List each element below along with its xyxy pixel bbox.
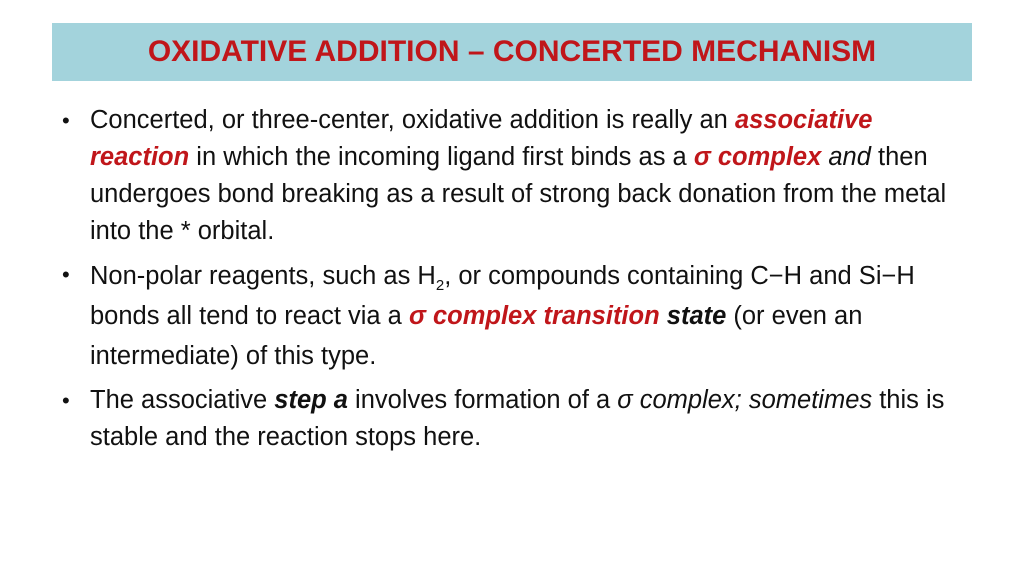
- bullet-3-text: involves formation of a: [347, 386, 618, 414]
- bullet-1-text: Concerted, or three-center, oxidative addition is really an: [90, 106, 735, 134]
- bullet-3-space: [742, 386, 749, 414]
- term-sigma-complex: σ complex: [693, 143, 822, 171]
- term-sigma-complex: σ complex;: [617, 386, 742, 414]
- title-bar: [52, 23, 972, 81]
- term-sigma-complex-transition: σ complex transition: [408, 302, 660, 330]
- bullet-item-1: [62, 102, 962, 250]
- bullet-dot-icon: •: [62, 262, 70, 287]
- term-associative-reaction: associative reaction: [90, 106, 873, 171]
- bullet-2-text: , or compounds containing C−H and Si−H bonds all tend to react via a: [90, 262, 915, 330]
- bullet-item-2: [62, 256, 962, 376]
- bullet-3-text: The associative: [90, 386, 275, 414]
- bullet-2-space: [660, 302, 667, 330]
- bullet-item-3: [62, 382, 962, 456]
- slide-title: OXIDATIVE ADDITION – CONCERTED MECHANISM: [147, 35, 877, 68]
- term-state: state: [666, 302, 727, 330]
- bullet-dot-icon: •: [62, 108, 70, 133]
- bullet-dot-icon: •: [62, 388, 70, 413]
- term-step-a: step a: [274, 386, 348, 414]
- term-sometimes: sometimes: [748, 386, 873, 414]
- bullet-1-text: then undergoes bond breaking as a result of strong back donation from the metal into the * orbital.: [90, 143, 947, 245]
- bullet-2-text: (or even an intermediate) of this type.: [90, 302, 863, 370]
- bullet-3-text: this is stable and the reaction stops here.: [90, 386, 945, 451]
- bullet-1-text: in which the incoming ligand first binds as a: [189, 143, 694, 171]
- bullet-2-text: Non-polar reagents, such as H: [90, 262, 436, 290]
- subscript-2: 2: [435, 277, 445, 295]
- bullet-list: [62, 102, 962, 462]
- term-and: and: [828, 143, 871, 171]
